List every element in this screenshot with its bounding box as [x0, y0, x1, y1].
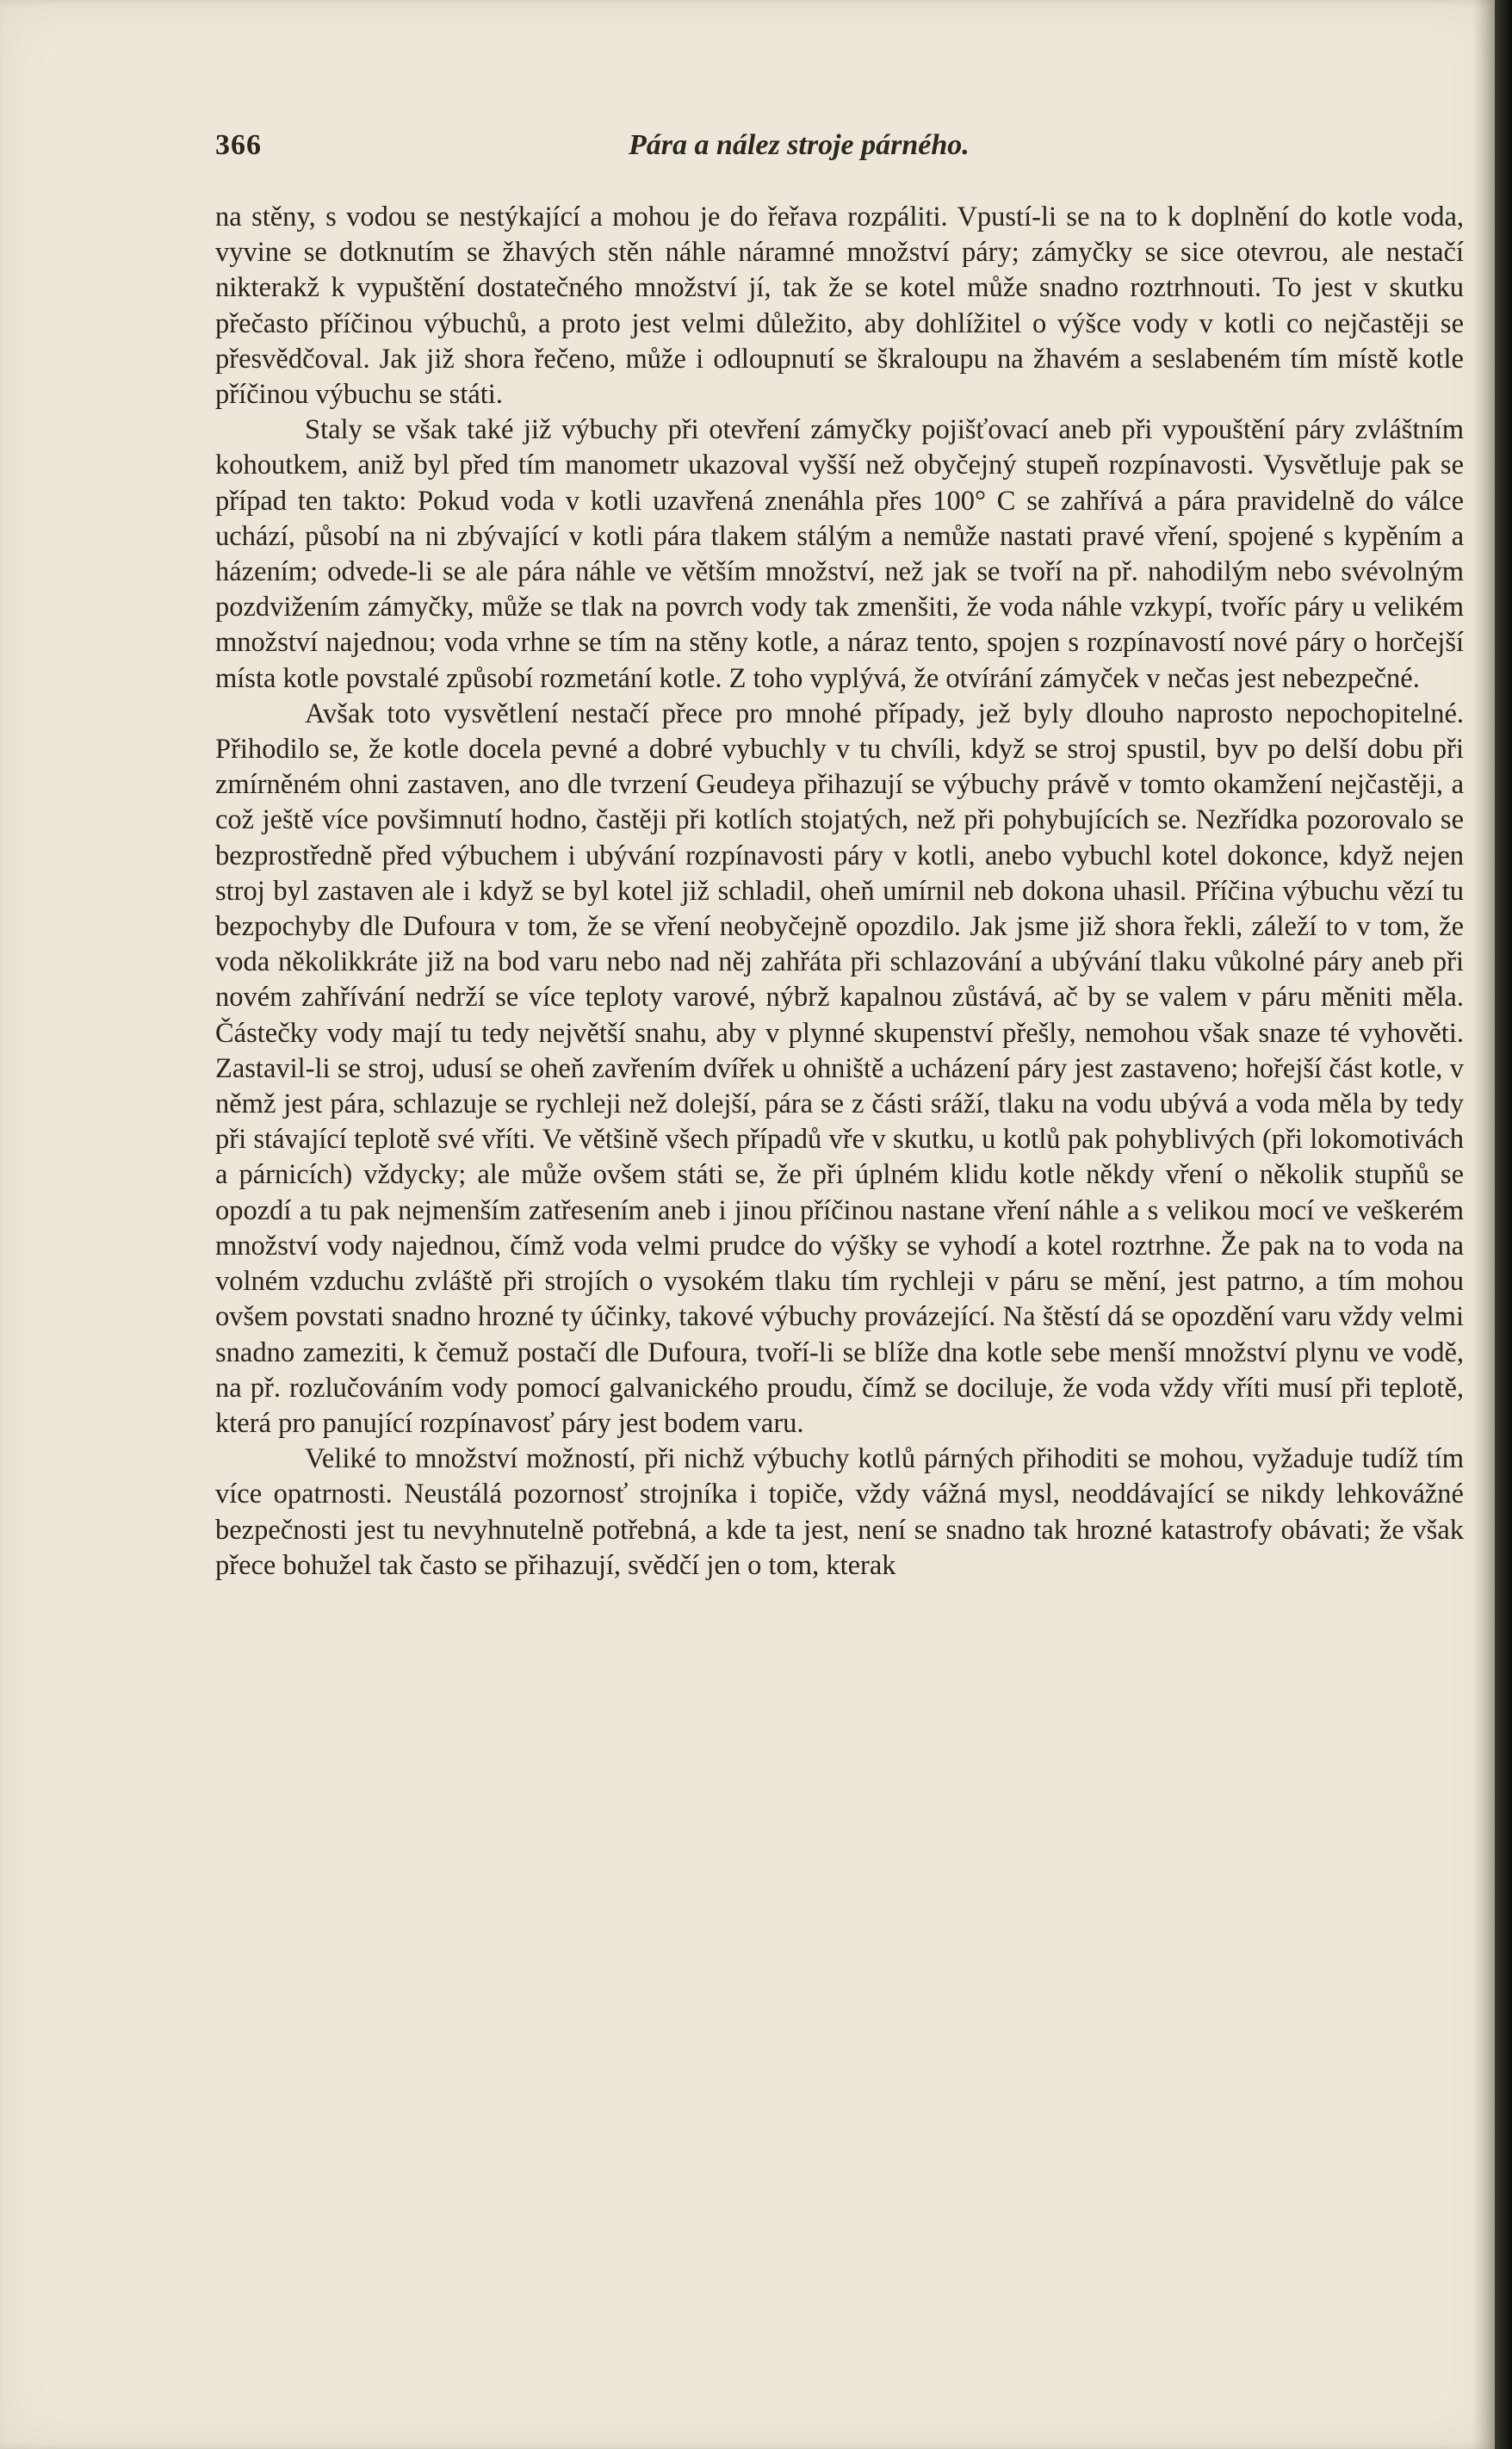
- paragraph-2: Staly se však také již výbuchy při otevření zámyčky pojišťovací aneb při vypouštění páry zvláštním kohoutkem, aniž byl před tím manometr ukazoval vyšší než obyčejný stupeň rozpínavosti. Vysvětluje pak se případ ten takto: Pokud voda v kotli uzavřená znenáhla přes 100° C se zahřívá a pára pravidelně do válce uchází, působí na ni zbývající v kotli pára tlakem stálým a nemůže nastati pravé vření, spojené s kypěním a házením; odvede-li se ale pára náhle ve větším množství, než jak se tvoří na př. nahodilým nebo svévolným pozdvižením zámyčky, může se tlak na povrch vody tak zmenšiti, že voda náhle vzkypí, tvoříc páry u velikém množství najednou; voda vrhne se tím na stěny kotle, a náraz tento, spojen s rozpínavostí nové páry o horčejší místa kotle povstalé způsobí rozmetání kotle. Z toho vyplývá, že otvírání zámyček v nečas jest nebezpečné.: [215, 414, 1464, 694]
- paragraph-3: Avšak toto vysvětlení nestačí přece pro mnohé případy, jež byly dlouho naprosto nepochopitelné. Přihodilo se, že kotle docela pevné a dobré vybuchly v tu chvíli, když se stroj spustil, byv po delší dobu při zmírněném ohni zastaven, ano dle tvrzení Geudeya přihazují se výbuchy právě v tomto okamžení nejčastěji, a což ještě více povšimnutí hodno, častěji při kotlích stojatých, než při pohybujících se. Nezřídka pozorovalo se bezprostředně před výbuchem i ubývání rozpínavosti páry v kotli, anebo vybuchl kotel dokonce, když nejen stroj byl zastaven ale i když se byl kotel již schladil, oheň umírnil neb dokona uhasil. Příčina výbuchu vězí tu bezpochyby dle Dufoura v tom, že se vření neobyčejně opozdilo. Jak jsme již shora řekli, záleží to v tom, že voda několikkráte již na bod varu nebo nad něj zahřáta při schlazování a ubývání tlaku vůkolné páry aneb při novém zahřívání nedrží se více teploty varové, nýbrž kapalnou zůstává, ač by se valem v páru měniti měla. Částečky vody mají tu tedy největší snahu, aby v plynné skupenství přešly, nemohou však snaze té vyhověti. Zastavil-li se stroj, udusí se oheň zavřením dvířek u ohniště a ucházení páry jest zastaveno; hořejší část kotle, v němž jest pára, schlazuje se rychleji než dolejší, pára se z části sráží, tlaku na vodu ubývá a voda měla by tedy při stávající teplotě své vříti. Ve většině všech případů vře v skutku, u kotlů pak pohyblivých (při lokomotivách a párnicích) vždycky; ale může ovšem státi se, že při úplném klidu kotle někdy vření o několik stupňů se opozdí a tu pak nejmenším zatřesením aneb i jinou příčinou nastane vření náhle a s velikou mocí ve veškerém množství vody najednou, čímž voda velmi prudce do výšky se vyhodí a kotel roztrhne. Že pak na to voda na volném vzduchu zvláště při strojích o vysokém tlaku tím rychleji v páru se mění, jest patrno, a tím mohou ovšem povstati snadno hrozné ty účinky, takové výbuchy provázející. Na štěstí dá se opozdění varu vždy velmi snadno zameziti, k čemuž postačí dle Dufoura, tvoří-li se blíže dna kotle sebe menší množství plynu ve vodě, na př. rozlučováním vody pomocí galvanického proudu, čímž se dociluje, že voda vždy vříti musí při teplotě, která pro panující rozpínavosť páry jest bodem varu.: [215, 698, 1464, 1439]
- page-edge-shadow: [1472, 0, 1495, 2449]
- page-header: [215, 129, 1464, 177]
- running-title: Pára a nález stroje párného.: [629, 129, 970, 161]
- paragraph-1: na stěny, s vodou se nestýkající a mohou je do řeřava rozpáliti. Vpustí-li se na to k doplnění do kotle voda, vyvine se dotknutím se žhavých stěn náhle náramné množství páry; zámyčky se sice otevrou, ale nestačí nikterakž k vypuštění dostatečného množství jí, tak že se kotel může snadno roztrhnouti. To jest v skutku přečasto příčinou výbuchů, a proto jest velmi důležito, aby dohlížitel o výšce vody v kotli co nejčastěji se přesvědčoval. Jak již shora řečeno, může i odloupnutí se škraloupu na žhavém a seslabeném tím místě kotle příčinou výbuchu se státi.: [215, 202, 1464, 411]
- paragraph-4: Veliké to množství možností, při nichž výbuchy kotlů párných přihoditi se mohou, vyžaduje tudíž tím více opatrnosti. Neustálá pozornosť strojníka i topiče, vždy vážná mysl, neoddávající se nikdy lehkovážné bezpečnosti jest tu nevyhnutelně potřebná, a kde ta jest, není se snadno tak hrozné katastrofy obávati; že však přece bohužel tak často se přihazují, svědčí jen o tom, kterak: [215, 1443, 1464, 1581]
- book-edge: [1495, 0, 1512, 2449]
- page-number: 366: [215, 129, 262, 161]
- body-text: [215, 200, 1464, 1584]
